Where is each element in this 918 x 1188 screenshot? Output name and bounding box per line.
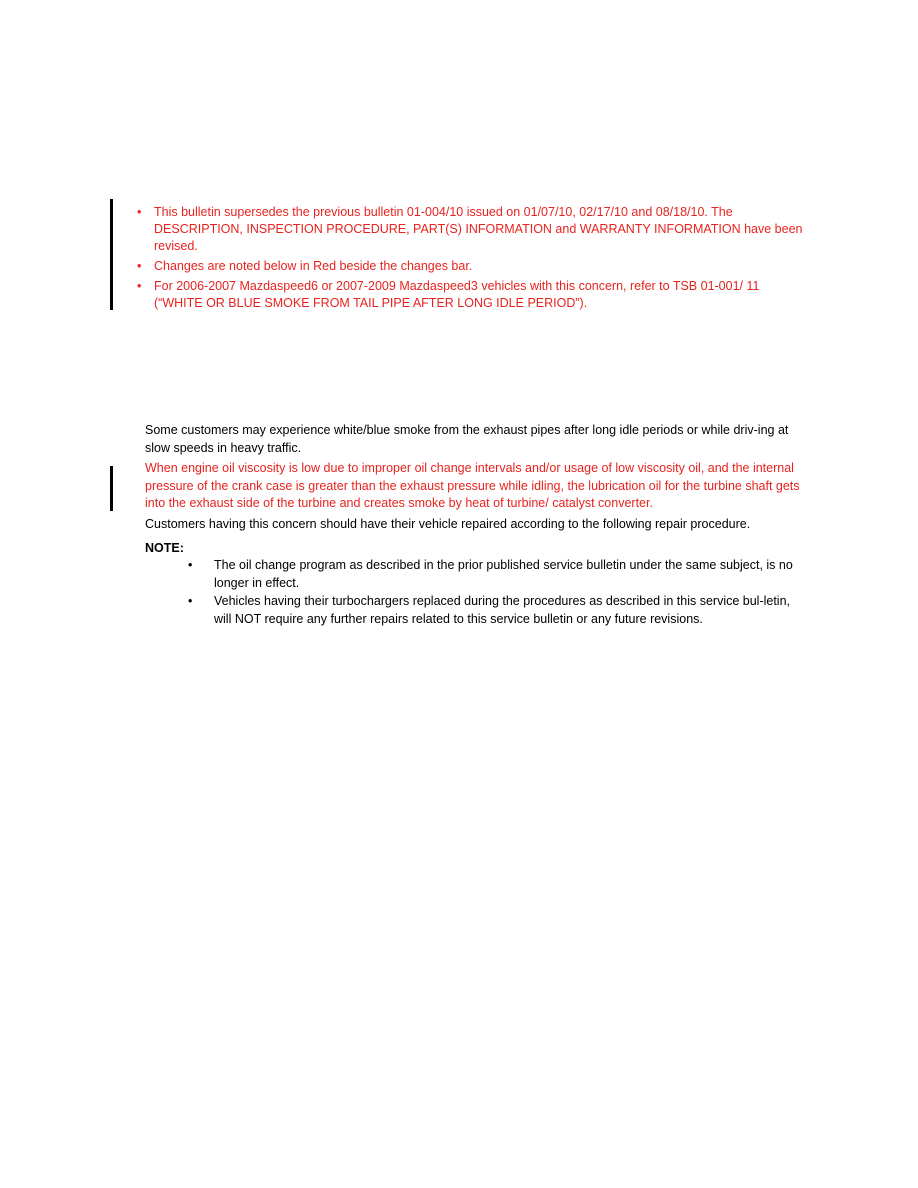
list-item <box>188 593 808 628</box>
cause-paragraph: When engine oil viscosity is low due to improper oil change intervals and/or usage of low viscosity oil, and the internal pressure of the crank case is greater than the exhaust pressure while idling, the lubrication oil for the turbine shaft gets into the exhaust side of the turbine and creates smoke by heat of turbine/ catalyst converter. <box>145 461 800 510</box>
note-list <box>188 557 808 629</box>
bullet-icon: • <box>188 558 193 572</box>
list-item <box>136 278 806 312</box>
change-bar <box>110 199 113 310</box>
repair-instruction-paragraph: Customers having this concern should have their vehicle repaired according to the following repair procedure. <box>145 517 751 531</box>
bullet-icon: • <box>137 205 142 219</box>
notice-text: This bulletin supersedes the previous bulletin 01-004/10 issued on 01/07/10, 02/17/10 and 08/18/10. The DESCRIPTION, INSPECTION PROCEDURE, PART(S) INFORMATION and WARRANTY INFORMATION have been revised. <box>154 205 803 253</box>
note-label: NOTE: <box>145 541 184 555</box>
note-text: Vehicles having their turbochargers replaced during the procedures as described in this service bul-letin, will NOT require any further repairs related to this service bulletin or any future revisions. <box>214 594 791 626</box>
notice-text: Changes are noted below in Red beside the changes bar. <box>154 259 473 273</box>
bullet-icon: • <box>188 594 193 608</box>
change-bar <box>110 466 113 511</box>
note-text: The oil change program as described in the prior published service bulletin under the same subject, is no longer in effect. <box>214 558 793 590</box>
description-paragraph: Some customers may experience white/blue smoke from the exhaust pipes after long idle periods or while driv-ing at slow speeds in heavy traffic. <box>145 423 789 455</box>
bullet-icon: • <box>137 259 142 273</box>
supersede-notice-list <box>136 204 806 315</box>
notice-text: For 2006-2007 Mazdaspeed6 or 2007-2009 Mazdaspeed3 vehicles with this concern, refer to TSB 01-001/ 11 (“WHITE OR BLUE SMOKE FROM TAIL PIPE AFTER LONG IDLE PERIOD”). <box>154 279 760 310</box>
list-item <box>136 204 806 255</box>
bullet-icon: • <box>137 279 142 293</box>
list-item <box>136 258 806 275</box>
list-item <box>188 557 808 592</box>
